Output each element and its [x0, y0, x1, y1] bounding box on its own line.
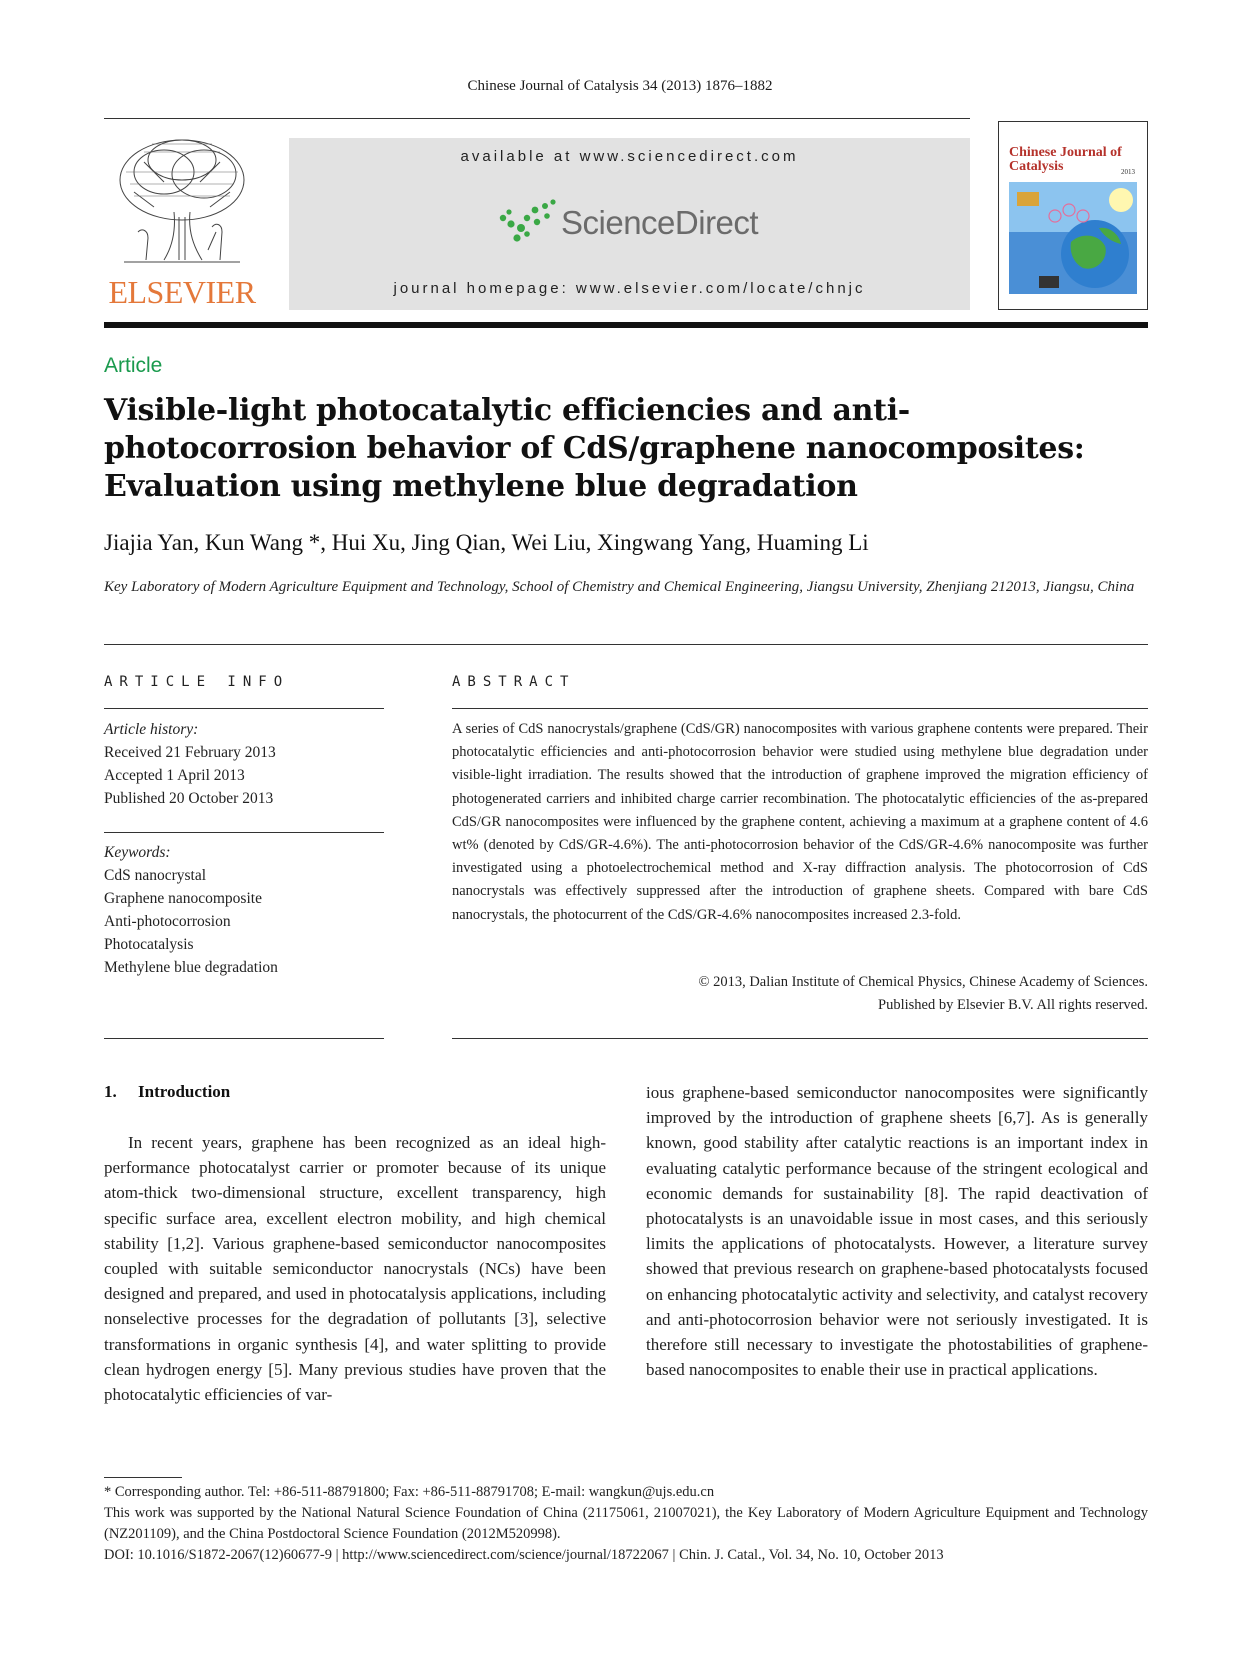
history-label: Article history:	[104, 721, 199, 738]
section-number: 1.	[104, 1082, 117, 1101]
journal-cover[interactable]	[998, 121, 1148, 310]
header-rule	[104, 118, 970, 119]
published-date: Published 20 October 2013	[104, 790, 274, 807]
keywords-rule	[104, 832, 384, 833]
section-heading-introduction	[104, 1082, 230, 1102]
accepted-date: Accepted 1 April 2013	[104, 767, 245, 784]
keywords-block	[104, 841, 278, 979]
cover-art-image	[1009, 182, 1137, 294]
abstract-rule	[452, 708, 1148, 709]
copyright-line: © 2013, Dalian Institute of Chemical Physics, Chinese Academy of Sciences.	[698, 974, 1148, 990]
sciencedirect-logo[interactable]	[497, 198, 767, 246]
keyword-item: CdS nanocrystal	[104, 867, 207, 884]
corresponding-author-note: * Corresponding author. Tel: +86-511-88791800; Fax: +86-511-88791708; E-mail: wangkun@ujs.edu.cn	[104, 1484, 715, 1500]
available-at-text[interactable]: available at www.sciencedirect.com	[460, 148, 799, 165]
body-text-left-column: In recent years, graphene has been recognized as an ideal high-performance photocatalyst carrier or promoter because of its unique atom-thick two-dimensional structure, excellent transparency, high specific surface area, excellent electron mobility, and high chemical stability [1,2]. Various graphene-based semiconductor nanocomposites coupled with suitable semiconductor nanocrystals (NCs) have been designed and prepared, and used in photocatalysis applications, including nonselective processes for the degradation of pollutants [3], selective transformations in organic synthesis [4], and water splitting to provide clean hydrogen energy [5]. Many previous studies have proven that the photocatalytic efficiencies of var-	[104, 1133, 606, 1405]
body-text-right-column: ious graphene-based semiconductor nanocomposites were significantly improved by the introduction of graphene sheets [6,7]. As is generally known, good stability after catalytic reactions is an important index in evaluating catalytic performance because of the stringent ecological and economic demands for sustainability [8]. The rapid deactivation of photocatalysts is an unavoidable issue in most cases, and this seriously limits the applications of photocatalysts. However, a literature survey showed that previous research on graphene-based photocatalysts focused on enhancing photocatalytic activity and selectivity, and catalyst recovery and anti-photocorrosion behavior were not seriously investigated. It is therefore still necessary to investigate the photostabilities of graphene-based nanocomposites to enable their use in practical applications.	[646, 1083, 1148, 1380]
article-title: Visible-light photocatalytic efficiencies and anti-photocorrosion behavior of CdS/graphene nanocomposites: Evaluation using methylene blue degradation	[104, 393, 1085, 504]
journal-homepage-text[interactable]: journal homepage: www.elsevier.com/locate/chnjc	[393, 280, 866, 297]
doi-line[interactable]: DOI: 10.1016/S1872-2067(12)60677-9 | http://www.sciencedirect.com/science/journal/18722067 | Chin. J. Catal., Vol. 34, No. 10, October 2013	[104, 1547, 944, 1563]
received-date: Received 21 February 2013	[104, 744, 276, 761]
article-info-heading: ARTICLE INFO	[104, 674, 290, 690]
keyword-item: Anti-photocorrosion	[104, 913, 231, 930]
elsevier-logo[interactable]	[104, 132, 260, 310]
section-rule	[104, 644, 1148, 645]
article-info-bottom-rule	[104, 1038, 384, 1039]
article-info-rule	[104, 708, 384, 709]
funding-note: This work was supported by the National Natural Science Foundation of China (21175061, 21007021), the Key Laboratory of Modern Agriculture Equipment and Technology (NZ201109), and the China Postdoctoral Science Foundation (2012M520998).	[104, 1505, 1148, 1542]
tree-icon	[104, 132, 260, 272]
copyright-notice	[698, 971, 1148, 1017]
abstract-heading: ABSTRACT	[452, 674, 576, 690]
cover-title: Chinese Journal of Catalysis	[1009, 145, 1122, 174]
keyword-item: Photocatalysis	[104, 936, 194, 953]
journal-reference: Chinese Journal of Catalysis 34 (2013) 1876–1882	[467, 78, 773, 94]
article-type-label: Article	[104, 354, 163, 377]
cover-year: 2013	[1121, 168, 1135, 176]
footnotes	[104, 1482, 1148, 1566]
keyword-item: Methylene blue degradation	[104, 959, 278, 976]
section-title: Introduction	[138, 1082, 231, 1101]
abstract-bottom-rule	[452, 1038, 1148, 1039]
author-list: Jiajia Yan, Kun Wang *, Hui Xu, Jing Qian, Wei Liu, Xingwang Yang, Huaming Li	[104, 530, 869, 555]
abstract-text: A series of CdS nanocrystals/graphene (CdS/GR) nanocomposites with various graphene contents were prepared. Their photocatalytic efficiencies and anti-photocorrosion behavior were studied using methylene blue degradation under visible-light irradiation. The results showed that the introduction of graphene improved the migration efficiency of photogenerated carriers and inhibited charge carrier recombination. The photocatalytic efficiencies of the as-prepared CdS/GR nanocomposites were influenced by the graphene content, achieving a maximum at a graphene content of 4.6 wt% (denoted by CdS/GR-4.6%). The anti-photocorrosion behavior of the CdS/GR-4.6% nanocomposite was further investigated using a photoelectrochemical method and X-ray diffraction analysis. The photocorrosion of CdS nanocrystals was effectively suppressed after the introduction of graphene sheets. Compared with bare CdS nanocrystals, the photocurrent of the CdS/GR-4.6% nanocomposites increased 2.3-fold.	[452, 721, 1148, 923]
keyword-item: Graphene nanocomposite	[104, 890, 262, 907]
sciencedirect-banner	[289, 138, 970, 310]
article-history	[104, 718, 276, 810]
affiliation: Key Laboratory of Modern Agriculture Equipment and Technology, School of Chemistry and Chemical Engineering, Jiangsu University, Zhenjiang 212013, Jiangsu, China	[104, 579, 1135, 595]
header-thick-rule	[104, 322, 1148, 328]
elsevier-wordmark: ELSEVIER	[108, 274, 256, 310]
sciencedirect-wordmark: ScienceDirect	[561, 204, 759, 241]
copyright-line: Published by Elsevier B.V. All rights reserved.	[878, 997, 1148, 1013]
sciencedirect-dots-icon	[497, 198, 559, 244]
keywords-label: Keywords:	[104, 844, 171, 861]
footnote-rule	[104, 1477, 182, 1478]
